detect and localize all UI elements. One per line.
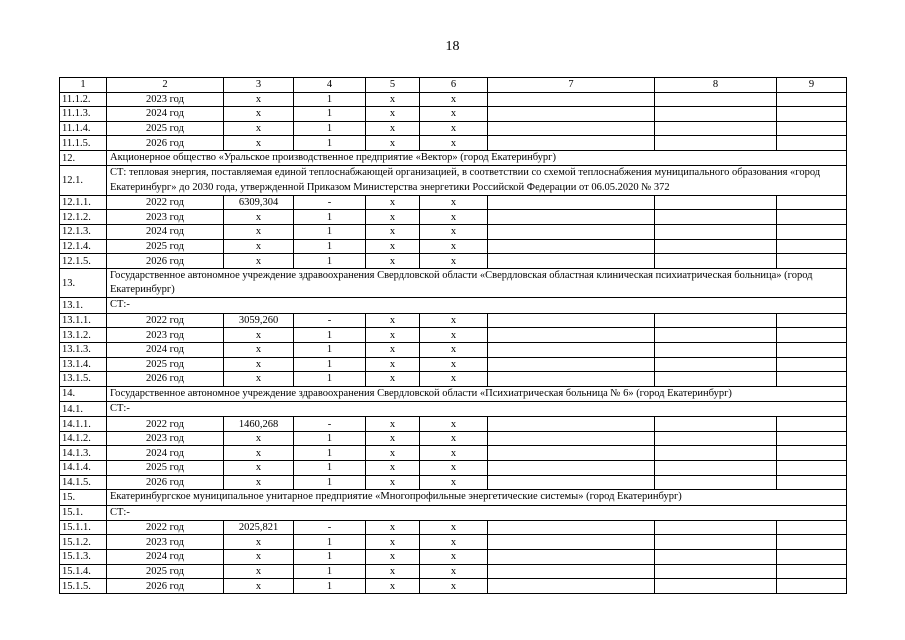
table-cell <box>777 550 847 565</box>
table-cell: 12.1.4. <box>60 239 107 254</box>
table-cell: 6309,304 <box>224 195 294 210</box>
table-cell: х <box>420 195 488 210</box>
table-cell: х <box>224 225 294 240</box>
table-cell <box>488 535 655 550</box>
table-cell: 2025 год <box>107 239 224 254</box>
table-cell <box>655 121 777 136</box>
table-cell: 1 <box>294 357 366 372</box>
table-cell: 13.1.1. <box>60 313 107 328</box>
table-cell <box>655 520 777 535</box>
table-cell: 14.1.1. <box>60 417 107 432</box>
table-cell: х <box>420 417 488 432</box>
column-header: 9 <box>777 78 847 93</box>
table-row <box>60 107 847 122</box>
table-cell: 14.1.4. <box>60 461 107 476</box>
table-cell: х <box>420 121 488 136</box>
table-cell: 2023 год <box>107 431 224 446</box>
table-cell: 2024 год <box>107 107 224 122</box>
table-cell <box>488 579 655 594</box>
table-cell <box>777 535 847 550</box>
page-number: 18 <box>445 39 460 54</box>
section-row <box>60 298 847 313</box>
table-cell: 1 <box>294 107 366 122</box>
table-cell: х <box>366 136 420 151</box>
section-title: Государственное автономное учреждение здравоохранения Свердловской области «Свердловская областная клиническая психиатрическая больница» (город Екатеринбург) <box>107 268 847 298</box>
column-header: 1 <box>60 78 107 93</box>
table-cell: - <box>294 417 366 432</box>
table-cell <box>488 342 655 357</box>
table-cell: 1 <box>294 92 366 107</box>
table-cell: х <box>224 550 294 565</box>
table-cell: х <box>420 136 488 151</box>
table-cell: х <box>366 254 420 269</box>
table-cell: 1 <box>294 254 366 269</box>
table-cell <box>777 417 847 432</box>
table-cell: х <box>420 357 488 372</box>
table-cell <box>777 239 847 254</box>
table-cell <box>777 210 847 225</box>
table-cell <box>488 357 655 372</box>
table-cell: х <box>366 564 420 579</box>
section-title: СТ:- <box>107 298 847 313</box>
table-cell: х <box>366 431 420 446</box>
section-number: 13.1. <box>60 298 107 313</box>
table-cell: х <box>224 475 294 490</box>
table-cell <box>777 121 847 136</box>
table-cell: 12.1.2. <box>60 210 107 225</box>
table-row <box>60 431 847 446</box>
table-cell: 1 <box>294 475 366 490</box>
table-cell: х <box>366 520 420 535</box>
table-cell <box>488 461 655 476</box>
table-cell: х <box>224 564 294 579</box>
section-row <box>60 401 847 416</box>
column-header: 7 <box>488 78 655 93</box>
table-cell: 1 <box>294 121 366 136</box>
table-cell: х <box>224 357 294 372</box>
table-cell: х <box>420 550 488 565</box>
column-header: 8 <box>655 78 777 93</box>
table-cell: 2022 год <box>107 313 224 328</box>
table-cell <box>655 254 777 269</box>
table-cell: 1 <box>294 136 366 151</box>
table-row <box>60 535 847 550</box>
table-cell: х <box>420 225 488 240</box>
table-cell: х <box>224 431 294 446</box>
column-header: 3 <box>224 78 294 93</box>
table-cell: х <box>420 107 488 122</box>
table-cell <box>777 446 847 461</box>
table-cell: 14.1.3. <box>60 446 107 461</box>
table-cell: 2025 год <box>107 121 224 136</box>
table-cell <box>488 136 655 151</box>
table-cell: 12.1.5. <box>60 254 107 269</box>
table-cell <box>488 239 655 254</box>
table-cell <box>655 210 777 225</box>
table-cell <box>488 254 655 269</box>
table-cell <box>777 475 847 490</box>
table-cell: 1 <box>294 535 366 550</box>
table-cell: х <box>366 239 420 254</box>
table-cell <box>655 475 777 490</box>
table-row <box>60 92 847 107</box>
table-cell: 1 <box>294 342 366 357</box>
table-cell <box>655 239 777 254</box>
table-cell <box>655 195 777 210</box>
table-cell <box>777 564 847 579</box>
table-row <box>60 195 847 210</box>
table-cell: 1 <box>294 210 366 225</box>
table-cell <box>655 535 777 550</box>
table-cell <box>777 254 847 269</box>
table-cell: х <box>224 328 294 343</box>
table-cell <box>777 372 847 387</box>
table-row <box>60 579 847 594</box>
table-cell <box>488 195 655 210</box>
table-cell: 11.1.3. <box>60 107 107 122</box>
table-cell: 2026 год <box>107 475 224 490</box>
table-cell: х <box>420 239 488 254</box>
table-cell <box>655 564 777 579</box>
table-cell: х <box>366 550 420 565</box>
section-number: 14.1. <box>60 401 107 416</box>
table-cell: 1 <box>294 239 366 254</box>
table-row <box>60 357 847 372</box>
section-number: 13. <box>60 268 107 298</box>
table-cell: 1 <box>294 328 366 343</box>
section-number: 12. <box>60 150 107 165</box>
section-row <box>60 386 847 401</box>
section-row <box>60 490 847 505</box>
table-cell <box>655 550 777 565</box>
header-row <box>60 78 847 93</box>
table-cell: 2023 год <box>107 535 224 550</box>
table-cell: х <box>366 121 420 136</box>
table-cell: х <box>224 239 294 254</box>
table-cell: х <box>420 92 488 107</box>
table-cell: 13.1.4. <box>60 357 107 372</box>
table-cell: х <box>420 475 488 490</box>
table-cell <box>655 92 777 107</box>
table-cell: 13.1.2. <box>60 328 107 343</box>
table-cell: - <box>294 313 366 328</box>
table-cell: 2024 год <box>107 550 224 565</box>
table-cell <box>777 520 847 535</box>
table-cell: 15.1.5. <box>60 579 107 594</box>
table-cell: 1 <box>294 225 366 240</box>
table-cell <box>655 461 777 476</box>
table-cell: х <box>224 535 294 550</box>
table-cell: 2025 год <box>107 357 224 372</box>
table-cell <box>777 579 847 594</box>
table-row <box>60 342 847 357</box>
table-cell <box>655 579 777 594</box>
table-body <box>60 78 847 594</box>
table-cell: 2026 год <box>107 254 224 269</box>
table-cell: 1 <box>294 461 366 476</box>
table-row <box>60 550 847 565</box>
table-row <box>60 313 847 328</box>
table-cell: х <box>420 431 488 446</box>
table-cell <box>655 431 777 446</box>
table-cell: 2025,821 <box>224 520 294 535</box>
table-cell: 3059,260 <box>224 313 294 328</box>
table-row <box>60 475 847 490</box>
table-cell: х <box>224 342 294 357</box>
table-cell: х <box>224 579 294 594</box>
table-cell <box>488 121 655 136</box>
table-cell <box>488 210 655 225</box>
table-row <box>60 461 847 476</box>
table-row <box>60 372 847 387</box>
table-cell: х <box>366 92 420 107</box>
section-number: 12.1. <box>60 166 107 196</box>
table-cell <box>777 225 847 240</box>
table-cell <box>777 328 847 343</box>
table-cell <box>655 446 777 461</box>
table-cell: х <box>366 372 420 387</box>
table-cell: х <box>420 342 488 357</box>
table-cell: 15.1.3. <box>60 550 107 565</box>
table-row <box>60 417 847 432</box>
table-cell: х <box>420 372 488 387</box>
table-cell <box>655 328 777 343</box>
table-cell: х <box>420 579 488 594</box>
table-cell: х <box>224 121 294 136</box>
table-cell: 14.1.5. <box>60 475 107 490</box>
table-cell: 2023 год <box>107 328 224 343</box>
section-row <box>60 268 847 298</box>
table-cell <box>488 92 655 107</box>
table-cell: 13.1.3. <box>60 342 107 357</box>
table-cell <box>488 431 655 446</box>
section-row <box>60 505 847 520</box>
table-cell: 1 <box>294 579 366 594</box>
table-cell: 15.1.1. <box>60 520 107 535</box>
table-cell: - <box>294 195 366 210</box>
table-row <box>60 564 847 579</box>
table-cell <box>777 431 847 446</box>
table-cell: х <box>366 535 420 550</box>
table-cell <box>777 107 847 122</box>
table-cell: х <box>420 446 488 461</box>
table-cell: 11.1.5. <box>60 136 107 151</box>
table-cell: 2023 год <box>107 92 224 107</box>
table-cell: х <box>420 461 488 476</box>
table-cell: х <box>224 136 294 151</box>
table-cell: х <box>366 195 420 210</box>
table-cell: 15.1.2. <box>60 535 107 550</box>
section-row <box>60 166 847 196</box>
table-row <box>60 136 847 151</box>
table-cell <box>488 550 655 565</box>
column-header: 2 <box>107 78 224 93</box>
table-cell: 1 <box>294 372 366 387</box>
table-cell <box>655 136 777 151</box>
table-cell: 14.1.2. <box>60 431 107 446</box>
table-cell: 12.1.3. <box>60 225 107 240</box>
section-number: 15.1. <box>60 505 107 520</box>
table-cell <box>655 313 777 328</box>
table-cell: 2024 год <box>107 446 224 461</box>
table-cell: 1 <box>294 550 366 565</box>
table-cell: 2026 год <box>107 372 224 387</box>
section-row <box>60 150 847 165</box>
table-cell <box>777 342 847 357</box>
table-cell <box>777 357 847 372</box>
table-row <box>60 121 847 136</box>
table-row <box>60 210 847 225</box>
table-cell: х <box>420 564 488 579</box>
table-cell: 2024 год <box>107 225 224 240</box>
table-row <box>60 328 847 343</box>
table-cell: 2024 год <box>107 342 224 357</box>
table-cell <box>488 313 655 328</box>
table-cell: 15.1.4. <box>60 564 107 579</box>
table-row <box>60 225 847 240</box>
table-cell <box>488 372 655 387</box>
table-cell: 2025 год <box>107 461 224 476</box>
table-cell <box>488 564 655 579</box>
column-header: 5 <box>366 78 420 93</box>
table-cell <box>655 417 777 432</box>
table-row <box>60 239 847 254</box>
table-cell: 2026 год <box>107 136 224 151</box>
table-cell <box>488 446 655 461</box>
table-cell <box>777 136 847 151</box>
section-number: 15. <box>60 490 107 505</box>
table-cell <box>777 195 847 210</box>
table-cell <box>655 107 777 122</box>
table-cell <box>777 92 847 107</box>
table-cell: х <box>366 313 420 328</box>
table-cell: х <box>420 313 488 328</box>
table-cell: х <box>366 446 420 461</box>
table-cell: х <box>224 92 294 107</box>
table-cell: 13.1.5. <box>60 372 107 387</box>
table-cell: - <box>294 520 366 535</box>
table-cell <box>655 357 777 372</box>
section-title: Акционерное общество «Уральское производственное предприятие «Вектор» (город Екатеринбург) <box>107 150 847 165</box>
table-cell <box>488 107 655 122</box>
table-cell: 2022 год <box>107 195 224 210</box>
table-cell: х <box>366 328 420 343</box>
table-cell: 2026 год <box>107 579 224 594</box>
table-cell <box>777 461 847 476</box>
section-title: Государственное автономное учреждение здравоохранения Свердловской области «Психиатрическая больница № 6» (город Екатеринбург) <box>107 386 847 401</box>
table-cell: х <box>420 210 488 225</box>
section-title: СТ:- <box>107 401 847 416</box>
table-cell <box>488 520 655 535</box>
table-cell: 12.1.1. <box>60 195 107 210</box>
table-cell: 11.1.2. <box>60 92 107 107</box>
table-cell <box>488 225 655 240</box>
table-cell: х <box>224 210 294 225</box>
table-row <box>60 254 847 269</box>
table-cell: х <box>420 328 488 343</box>
table-cell: х <box>366 225 420 240</box>
table-row <box>60 446 847 461</box>
table-cell <box>777 313 847 328</box>
table-cell <box>655 372 777 387</box>
table-cell: х <box>420 254 488 269</box>
table-cell: х <box>224 372 294 387</box>
table-cell: 1 <box>294 431 366 446</box>
section-title: СТ:- <box>107 505 847 520</box>
table-row <box>60 520 847 535</box>
table-cell: х <box>224 107 294 122</box>
table-cell: 2022 год <box>107 417 224 432</box>
table-cell: х <box>420 520 488 535</box>
section-title: Екатеринбургское муниципальное унитарное предприятие «Многопрофильные энергетические системы» (город Екатеринбург) <box>107 490 847 505</box>
table-cell: х <box>224 254 294 269</box>
table-cell: 1 <box>294 446 366 461</box>
table-cell: х <box>366 461 420 476</box>
table-cell: х <box>224 461 294 476</box>
table-cell <box>488 417 655 432</box>
table-cell: х <box>366 107 420 122</box>
table-cell: 2025 год <box>107 564 224 579</box>
table-cell <box>655 225 777 240</box>
section-title: СТ: тепловая энергия, поставляемая единой теплоснабжающей организацией, в соответствии со схемой теплоснабжения муниципального образования «город Екатеринбург» до 2030 года, утвержденной Приказом Министерства энергетики Российской Федерации от 06.05.2020 № 372 <box>107 166 847 196</box>
table-cell: 11.1.4. <box>60 121 107 136</box>
table-cell: 1 <box>294 564 366 579</box>
table-cell: х <box>366 357 420 372</box>
table-cell <box>488 475 655 490</box>
column-header: 6 <box>420 78 488 93</box>
table-cell: 1460,268 <box>224 417 294 432</box>
table-cell: х <box>366 342 420 357</box>
table-cell: 2023 год <box>107 210 224 225</box>
column-header: 4 <box>294 78 366 93</box>
table-cell: 2022 год <box>107 520 224 535</box>
table-cell: х <box>366 210 420 225</box>
tariff-table <box>59 77 847 594</box>
table-cell: х <box>366 417 420 432</box>
table-cell: х <box>420 535 488 550</box>
table-cell <box>488 328 655 343</box>
section-number: 14. <box>60 386 107 401</box>
table-cell: х <box>224 446 294 461</box>
table-cell <box>655 342 777 357</box>
table-cell: х <box>366 579 420 594</box>
table-cell: х <box>366 475 420 490</box>
